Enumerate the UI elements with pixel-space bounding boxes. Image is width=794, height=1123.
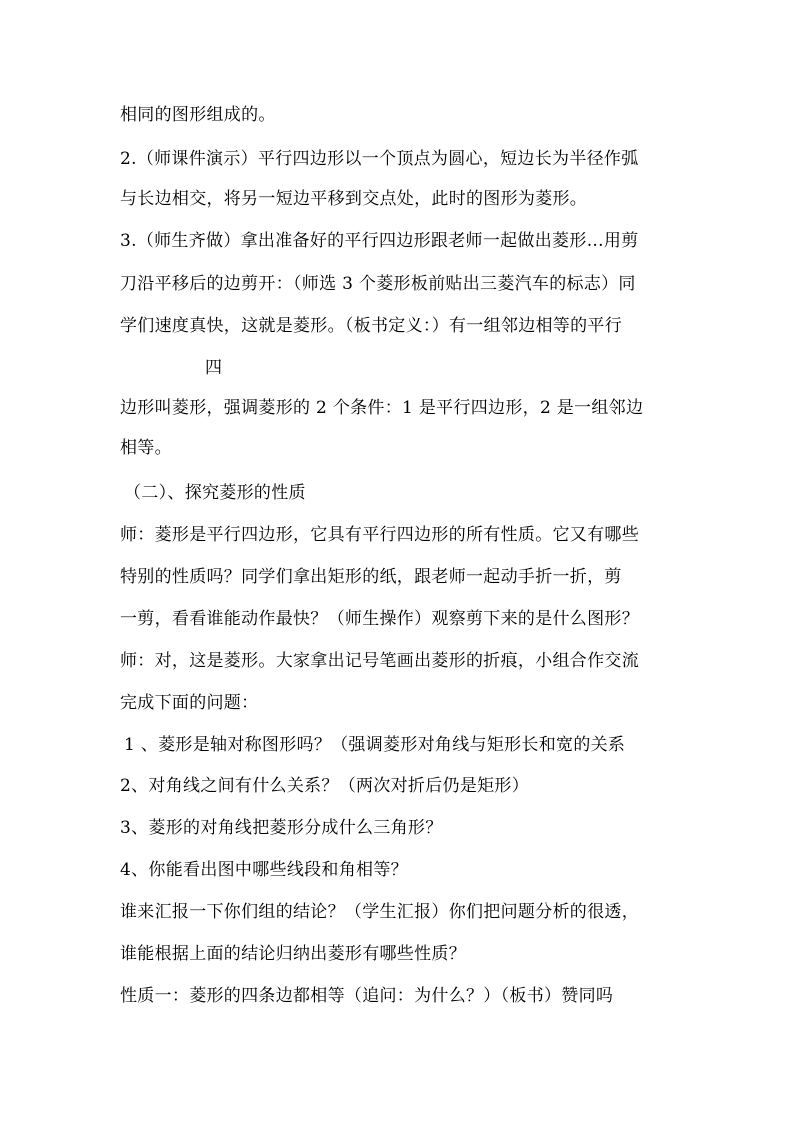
text-line-20: 谁来汇报一下你们组的结论？（学生汇报）你们把问题分析的很透， xyxy=(120,902,639,922)
text-line-13: 一剪，看看谁能动作最快？（师生操作）观察剪下来的是什么图形？ xyxy=(120,609,639,629)
text-line-1: 相同的图形组成的。 xyxy=(120,105,276,125)
text-line-3: 与长边相交，将另一短边平移到交点处，此时的图形为菱形。 xyxy=(120,189,588,209)
text-line-14: 师：对，这是菱形。大家拿出记号笔画出菱形的折痕，小组合作交流 xyxy=(120,651,639,671)
section-heading: （二）、探究菱形的性质 xyxy=(124,483,306,503)
question-3: 3、菱形的对角线把菱形分成什么三角形？ xyxy=(120,818,443,838)
text-line-21: 谁能根据上面的结论归纳出菱形有哪些性质？ xyxy=(120,944,466,964)
question-4: 4、你能看出图中哪些线段和角相等？ xyxy=(120,860,408,880)
text-line-22: 性质一：菱形的四条边都相等（追问：为什么？）（板书）赞同吗 xyxy=(120,986,614,1006)
text-line-4: 3.（师生齐做）拿出准备好的平行四边形跟老师一起做出菱形…用剪 xyxy=(120,231,639,251)
text-line-9: 相等。 xyxy=(120,438,172,458)
text-line-11: 师：菱形是平行四边形，它具有平行四边形的所有性质。它又有哪些 xyxy=(120,525,639,545)
text-line-2: 2.（师课件演示）平行四边形以一个顶点为圆心，短边长为半径作弧 xyxy=(120,149,639,169)
question-2: 2、对角线之间有什么关系？（两次对折后仍是矩形） xyxy=(120,776,530,796)
text-line-15: 完成下面的问题： xyxy=(120,693,259,713)
text-line-8: 边形叫菱形，强调菱形的 2 个条件：1 是平行四边形，2 是一组邻边 xyxy=(120,398,644,418)
text-line-12: 特别的性质吗？同学们拿出矩形的纸，跟老师一起动手折一折，剪 xyxy=(120,567,622,587)
text-line-5: 刀沿平移后的边剪开：（师选 3 个菱形板前贴出三菱汽车的标志）同 xyxy=(120,274,636,294)
question-1: 1 、菱形是轴对称图形吗？（强调菱形对角线与矩形长和宽的关系 xyxy=(124,735,626,755)
text-line-6: 学们速度真快，这就是菱形。（板书定义：）有一组邻边相等的平行 xyxy=(120,316,622,336)
text-line-7: 四 xyxy=(205,358,223,378)
